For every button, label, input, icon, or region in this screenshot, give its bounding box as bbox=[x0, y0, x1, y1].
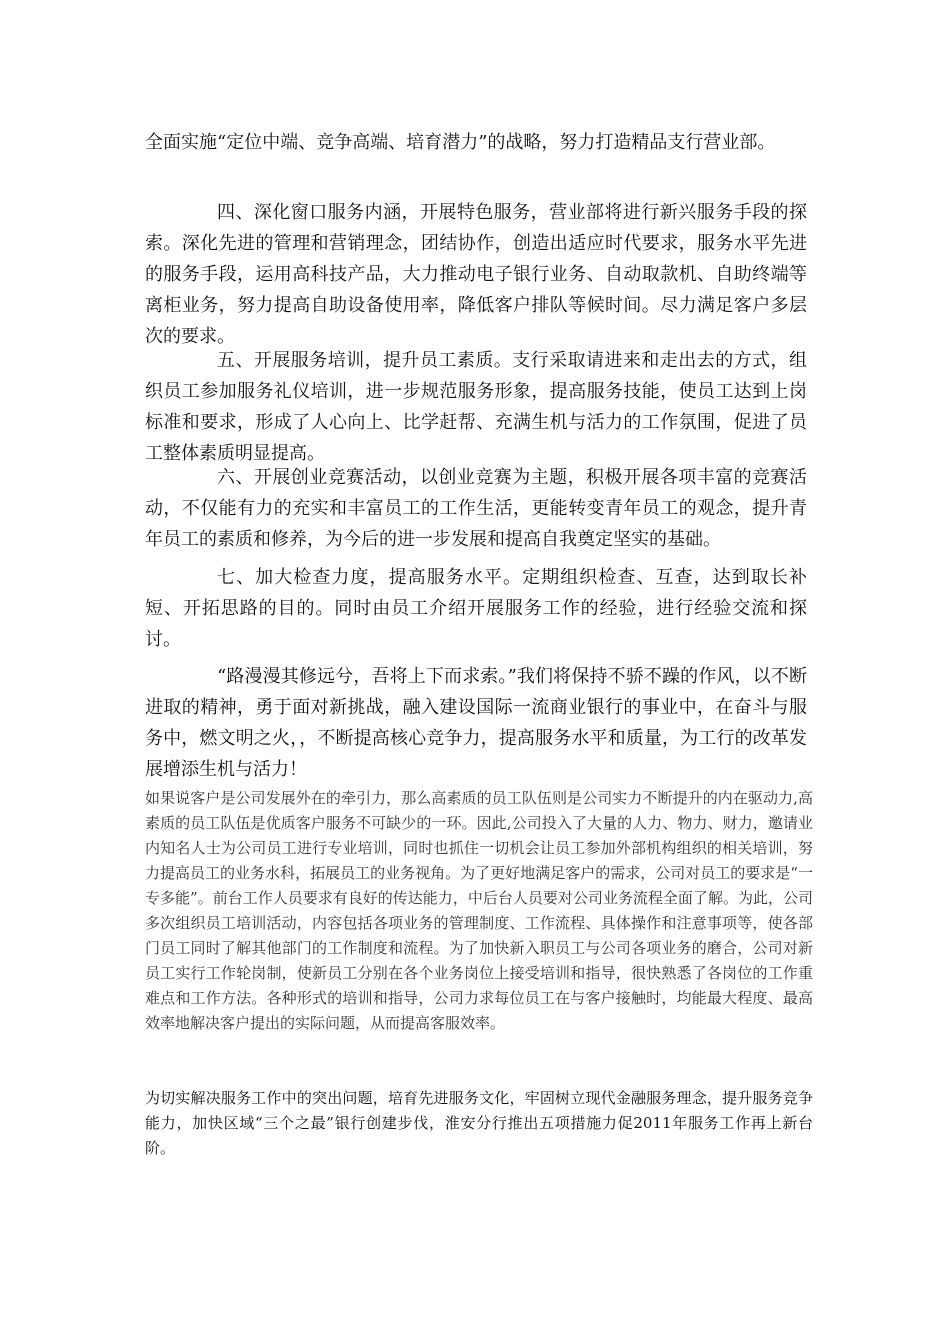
paragraph-item-six: 六、开展创业竞赛活动，以创业竞赛为主题，积极开展各项丰富的竞赛活动，不仅能有力的充实和丰富员工的工作生活，更能转变青年员工的观念，提升青年员工的素质和修养，为今后的进一步发展和提高自我奠定坚实的基础。 bbox=[145, 467, 807, 550]
paragraph-item-four: 四、深化窗口服务内涵，开展特色服务，营业部将进行新兴服务手段的探索。深化先进的管理和营销理念，团结协作，创造出适应时代要求，服务水平先进的服务手段，运用高科技产品，大力推动电子银行业务、自动取款机、自助终端等离柜业务，努力提高自助设备使用率，降低客户排队等候时间。尽力满足客户多层次的要求。 bbox=[145, 202, 807, 347]
paragraph-item-seven: 七、加大检查力度，提高服务水平。定期组织检查、互查，达到取长补短、开拓思路的目的。同时由员工介绍开展服务工作的经验，进行经验交流和探讨。 bbox=[145, 567, 807, 650]
paragraph-strategy-continuation: 全面实施“定位中端、竞争高端、培育潜力”的战略，努力打造精品支行营业部。 bbox=[145, 132, 776, 153]
paragraph-closing-quote: “路漫漫其修远兮，吾将上下而求索。”我们将保持不骄不躁的作风，以不断进取的精神，勇于面对新挑战，融入建设国际一流商业银行的事业中，在奋斗与服务中，燃文明之火，，不断提高核心竞争力，提高服务水平和质量，为工行的改革发展增添生机与活力！ bbox=[145, 666, 807, 780]
paragraph-huaian-branch: 为切实解决服务工作中的突出问题，培育先进服务文化，牢固树立现代金融服务理念，提升服务竞争能力，加快区域“三个之最”银行创建步伐，淮安分行推出五项措施力促2011年服务工作再上新台阶。 bbox=[145, 1089, 813, 1157]
paragraph-staff-training: 如果说客户是公司发展外在的牵引力，那么高素质的员工队伍则是公司实力不断提升的内在驱动力,高素质的员工队伍是优质客户服务不可缺少的一环。因此,公司投入了大量的人力、物力、财力，邀请业内知名人士为公司员工进行专业培训，同时也抓住一切机会让员工参加外部机构组织的相关培训，努力提高员工的业务水科，拓展员工的业务视角。为了更好地满足客户的需求，公司对员工的要求是“一专多能”。前台工作人员要求有良好的传达能力，中后台人员要对公司业务流程全面了解。为此，公司多次组织员工培训活动，内容包括各项业务的管理制度、工作流程、具体操作和注意事项等，使各部门员工同时了解其他部门的工作制度和流程。为了加快新入职员工与公司各项业务的磨合，公司对新员工实行工作轮岗制，使新员工分别在各个业务岗位上接受培训和指导，很快熟悉了各岗位的工作重难点和工作方法。各种形式的培训和指导，公司力求每位员工在与客户接触时，均能最大程度、最高效率地解决客户提出的实际问题，从而提高客服效率。 bbox=[145, 789, 813, 1032]
paragraph-item-five: 五、开展服务培训，提升员工素质。支行采取请进来和走出去的方式，组织员工参加服务礼仪培训，进一步规范服务形象，提高服务技能，使员工达到上岗标准和要求，形成了人心向上、比学赶帮、充满生机与活力的工作氛围，促进了员工整体素质明显提高。 bbox=[145, 350, 807, 464]
